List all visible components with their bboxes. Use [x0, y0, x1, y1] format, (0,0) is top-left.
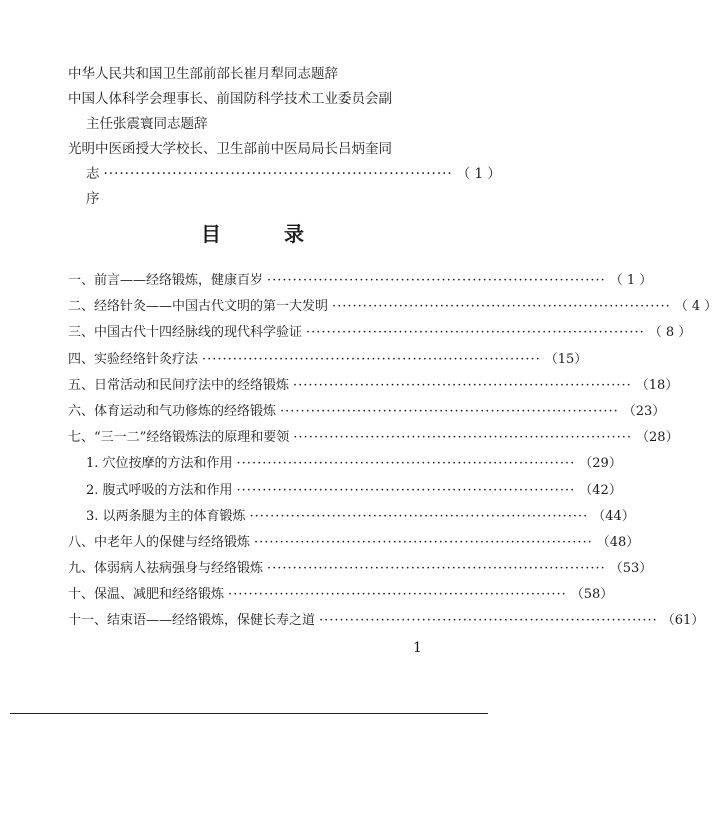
leader-dots: ·································································· [103, 166, 453, 182]
toc-subentry-page: （44） [592, 508, 635, 524]
toc-subentry[interactable] [68, 478, 622, 504]
preface-lv-bingkui-cont[interactable] [68, 162, 501, 207]
leader-dots: ·································································· [306, 325, 645, 341]
leader-dots: ·································································· [228, 587, 567, 603]
leader-dots: ·································································· [236, 456, 576, 472]
preface-page: （ 1 ） [456, 166, 501, 182]
leader-dots: ·································································· [249, 508, 589, 524]
bottom-rule [10, 713, 488, 714]
toc-entry-page: （53） [609, 561, 653, 577]
toc-entry-page: （15） [544, 351, 588, 367]
toc-entry[interactable] [68, 530, 640, 556]
toc-entry[interactable] [68, 347, 588, 373]
toc-entry[interactable] [68, 268, 653, 294]
leader-dots: ·································································· [293, 377, 632, 393]
inscription-zhang-zhenhuan: 中国人体科学会理事长、前国防科学技术工业委员会副 [68, 91, 392, 107]
toc-entry-label: 一、前言——经络锻炼，健康百岁 [68, 273, 264, 288]
table-of-contents [68, 268, 717, 635]
toc-title: 目 录 [201, 222, 332, 246]
preface-label: 志序 [86, 166, 100, 207]
toc-entry-label: 四、实验经络针灸疗法 [68, 351, 199, 367]
toc-entry[interactable] [68, 399, 666, 425]
toc-entry-page: （ 1 ） [609, 273, 653, 288]
leader-dots: ·································································· [293, 430, 633, 446]
toc-subentry[interactable] [68, 451, 622, 477]
toc-subentry-page: （42） [579, 482, 622, 498]
front-matter [68, 62, 501, 207]
toc-entry-page: （48） [596, 534, 640, 550]
leader-dots: ·································································· [267, 273, 606, 288]
toc-subentry-label: 3. 以两条腿为主的体育锻炼 [86, 508, 246, 524]
toc-entry-page: （18） [635, 377, 679, 393]
inscription-cui-yueli: 中华人民共和国卫生部前部长崔月犁同志题辞 [68, 66, 338, 82]
toc-entry-label: 三、中国古代十四经脉线的现代科学验证 [68, 325, 303, 341]
leader-dots: ·································································· [254, 534, 593, 550]
toc-entry-label: 五、日常活动和民间疗法中的经络锻炼 [68, 377, 290, 393]
leader-dots: ·································································· [267, 561, 606, 577]
inscription-zhang-zhenhuan-cont: 主任张震寰同志题辞 [86, 116, 208, 132]
toc-subentry-label: 2. 腹式呼吸的方法和作用 [86, 482, 233, 498]
preface-lv-bingkui: 光明中医函授大学校长、卫生部前中医局局长吕炳奎同 [68, 141, 392, 157]
toc-entry[interactable] [68, 425, 679, 451]
toc-entry[interactable] [68, 294, 717, 320]
toc-entry[interactable] [68, 556, 653, 582]
toc-subentry-label: 1. 穴位按摩的方法和作用 [86, 456, 233, 472]
toc-subentry[interactable] [68, 504, 635, 530]
page-number: 1 [413, 640, 422, 656]
toc-entry[interactable] [68, 608, 705, 634]
toc-entry-page: （61） [661, 613, 705, 629]
toc-entry-page: （28） [636, 430, 679, 446]
toc-entry-label: 九、体弱病人祛病强身与经络锻炼 [68, 561, 264, 577]
toc-subentry-page: （29） [579, 456, 622, 472]
toc-entry-label: 十、保温、减肥和经络锻炼 [68, 587, 225, 603]
toc-entry-label: 二、经络针灸——中国古代文明的第一大发明 [68, 299, 329, 315]
toc-entry-label: 八、中老年人的保健与经络锻炼 [68, 534, 251, 550]
toc-entry-label: 六、体育运动和气功修炼的经络锻炼 [68, 403, 277, 419]
leader-dots: ·································································· [332, 299, 671, 315]
toc-entry[interactable] [68, 320, 692, 346]
leader-dots: ·································································· [202, 351, 541, 367]
toc-entry-page: （58） [570, 587, 614, 603]
toc-entry-page: （ 4 ） [674, 299, 717, 315]
toc-entry-label: 七、“三一二”经络锻炼法的原理和要领 [68, 430, 290, 446]
leader-dots: ·································································· [236, 482, 576, 498]
leader-dots: ·································································· [280, 403, 619, 419]
toc-entry-label: 十一、结束语——经络锻炼，保健长寿之道 [68, 613, 316, 629]
toc-entry[interactable] [68, 582, 614, 608]
toc-entry-page: （ 8 ） [648, 325, 692, 341]
toc-entry[interactable] [68, 373, 679, 399]
leader-dots: ·································································· [319, 613, 658, 629]
toc-entry-page: （23） [622, 403, 666, 419]
